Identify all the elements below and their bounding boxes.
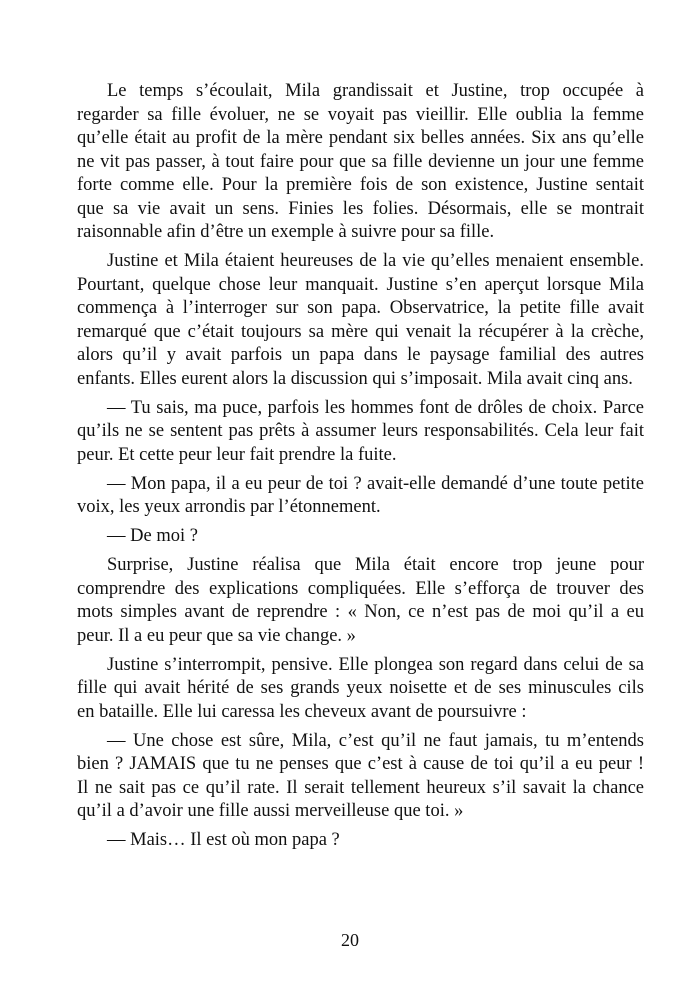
text-line: qu’ils ne se sentent pas prêts à assumer leurs responsabilités. Cela leur fait [77,421,644,441]
text-line: — Mon papa, il a eu peur de toi ? avait-elle demandé d’une toute petite [107,473,644,494]
text-line: Justine s’interrompit, pensive. Elle plongea son regard dans celui de sa [107,654,644,675]
paragraph [77,654,644,725]
text-line: fille qui avait hérité de ses grands yeux noisette et de ses minuscules cils [77,678,644,698]
text-line: bien ? JAMAIS que tu ne penses que c’est à cause de toi qu’il a eu peur ! [77,754,644,774]
text-line: raisonnable afin d’être un exemple à suivre pour sa fille. [77,222,495,242]
text-line: en bataille. Elle lui caressa les cheveux avant de poursuivre : [77,701,527,722]
text-line: qu’elle était au profit de la mère pendant six belles années. Six ans qu’elle [77,128,644,148]
paragraph [77,554,644,648]
text-line: — Mais… Il est où mon papa ? [107,830,340,850]
text-line: — De moi ? [107,526,198,546]
text-line: Il ne sait pas ce qu’il rate. Il serait tellement heureux s’il savait la chance [77,777,644,798]
paragraph [77,250,644,391]
text-line: qu’il a d’avoir une fille aussi merveilleuse que toi. » [77,801,464,821]
page-number: 20 [341,930,359,950]
text-line: forte comme elle. Pour la première fois de son existence, Justine sentait [77,175,644,195]
text-line: mots simples avant de reprendre : « Non, ce n’est pas de moi qu’il a eu [77,602,644,622]
text-line: comprendre des explications compliquées. Elle s’efforça de trouver des [77,578,644,599]
paragraph [77,80,644,245]
text-line: alors qu’il y avait parfois un papa dans le paysage familial des autres [77,345,644,365]
text-line: Pourtant, quelque chose leur manquait. Justine s’en aperçut lorsque Mila [77,274,644,295]
text-line: enfants. Elles eurent alors la discussion qui s’imposait. Mila avait cinq ans. [77,368,633,389]
paragraph [77,525,644,549]
text-line: — Une chose est sûre, Mila, c’est qu’il ne faut jamais, tu m’entends [107,730,644,751]
paragraph [77,730,644,824]
text-line: voix, les yeux arrondis par l’étonnement. [77,497,381,517]
paragraph [77,397,644,468]
text-line: que sa vie avait un sens. Finies les folies. Désormais, elle se montrait [77,198,644,219]
text-line: peur. Et cette peur leur fait prendre la fuite. [77,444,397,465]
body-text [77,80,644,858]
text-line: Justine et Mila étaient heureuses de la vie qu’elles menaient ensemble. [107,251,644,271]
text-line: regarder sa fille évoluer, ne se voyait pas vieillir. Elle oublia la femme [77,104,644,125]
text-line: Le temps s’écoulait, Mila grandissait et Justine, trop occupée à [107,81,644,101]
paragraph [77,829,644,853]
text-line: ne vit pas passer, à tout faire pour que sa fille devienne un jour une femme [77,151,644,172]
text-line: — Tu sais, ma puce, parfois les hommes font de drôles de choix. Parce [107,397,644,418]
text-line: peur. Il a eu peur que sa vie change. » [77,625,356,646]
text-line: remarqué que c’était toujours sa mère qui venait la récupérer à la crèche, [77,321,644,342]
text-line: Surprise, Justine réalisa que Mila était encore trop jeune pour [107,555,644,575]
paragraph [77,473,644,520]
text-line: commença à l’interroger sur son papa. Observatrice, la petite fille avait [77,298,644,318]
